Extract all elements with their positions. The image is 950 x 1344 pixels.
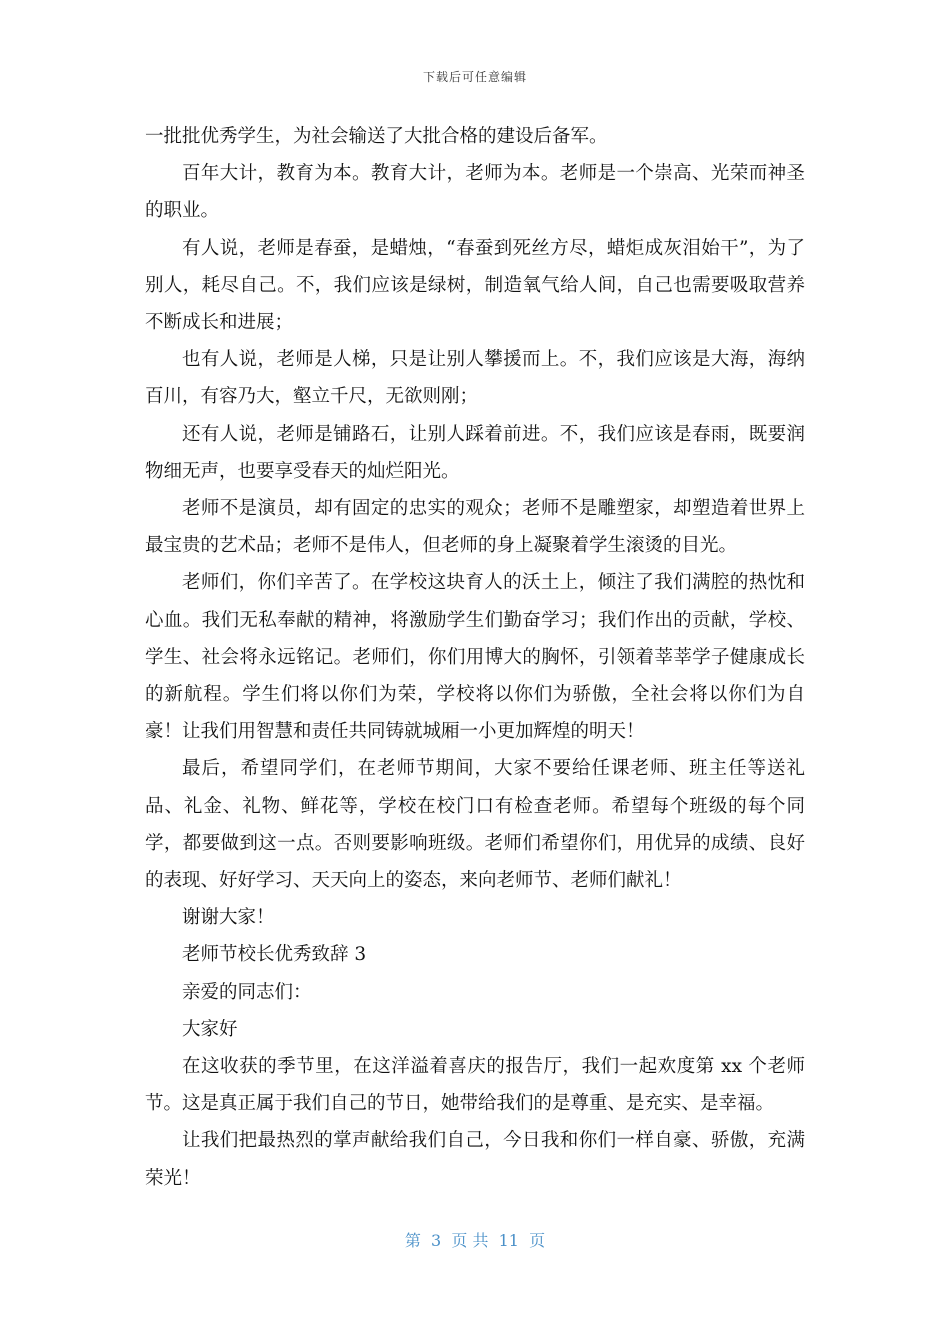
- document-body: [145, 118, 805, 1197]
- paragraph: 有人说，老师是春蚕，是蜡烛，“春蚕到死丝方尽，蜡炬成灰泪始干”，为了别人，耗尽自己。不，我们应该是绿树，制造氧气给人间，自己也需要吸取营养不断成长和进展；: [145, 237, 805, 334]
- paragraph: 也有人说，老师是人梯，只是让别人攀援而上。不，我们应该是大海，海纳百川，有容乃大，壑立千尺，无欲则刚；: [145, 349, 805, 408]
- closing-thanks: 谢谢大家！: [182, 907, 275, 929]
- paragraph: 百年大计，教育为本。教育大计，老师为本。老师是一个崇高、光荣而神圣的职业。: [145, 163, 805, 222]
- paragraph: 一批批优秀学生，为社会输送了大批合格的建设后备军。: [145, 126, 608, 147]
- paragraph: 最后，希望同学们，在老师节期间，大家不要给任课老师、班主任等送礼品、礼金、礼物、鲜花等，学校在校门口有检查老师。希望每个班级的每个同学，都要做到这一点。否则要影响班级。老师们希望你们，用优异的成绩、良好的表现、好好学习、天天向上的姿态，来向老师节、老师们献礼！: [145, 758, 805, 892]
- paragraph: 还有人说，老师是铺路石，让别人踩着前进。不，我们应该是春雨，既要润物细无声，也要享受春天的灿烂阳光。: [145, 423, 805, 482]
- section-title: 老师节校长优秀致辞 3: [182, 944, 367, 966]
- page-number: 第 3 页 共 11 页: [404, 1231, 546, 1250]
- paragraph: 在这收获的季节里，在这洋溢着喜庆的报告厅，我们一起欢度第 xx 个老师节。这是真正属于我们自己的节日，她带给我们的是尊重、是充实、是幸福。: [145, 1056, 805, 1115]
- paragraph: 老师不是演员，却有固定的忠实的观众；老师不是雕塑家，却塑造着世界上最宝贵的艺术品；老师不是伟人，但老师的身上凝聚着学生滚烫的目光。: [145, 498, 805, 557]
- page-header: 下载后可任意编辑: [422, 70, 527, 84]
- greeting: 大家好: [182, 1018, 238, 1040]
- salutation: 亲爱的同志们：: [182, 981, 312, 1003]
- paragraph: 让我们把最热烈的掌声献给我们自己，今日我和你们一样自豪、骄傲，充满荣光！: [145, 1130, 805, 1189]
- paragraph: 老师们，你们辛苦了。在学校这块育人的沃土上，倾注了我们满腔的热忱和心血。我们无私奉献的精神，将激励学生们勤奋学习；我们作出的贡献，学校、学生、社会将永远铭记。老师们，你们用博大的胸怀，引领着莘莘学子健康成长的新航程。学生们将以你们为荣，学校将以你们为骄傲，全社会将以你们为自豪！让我们用智慧和责任共同铸就城厢一小更加辉煌的明天！: [145, 572, 805, 743]
